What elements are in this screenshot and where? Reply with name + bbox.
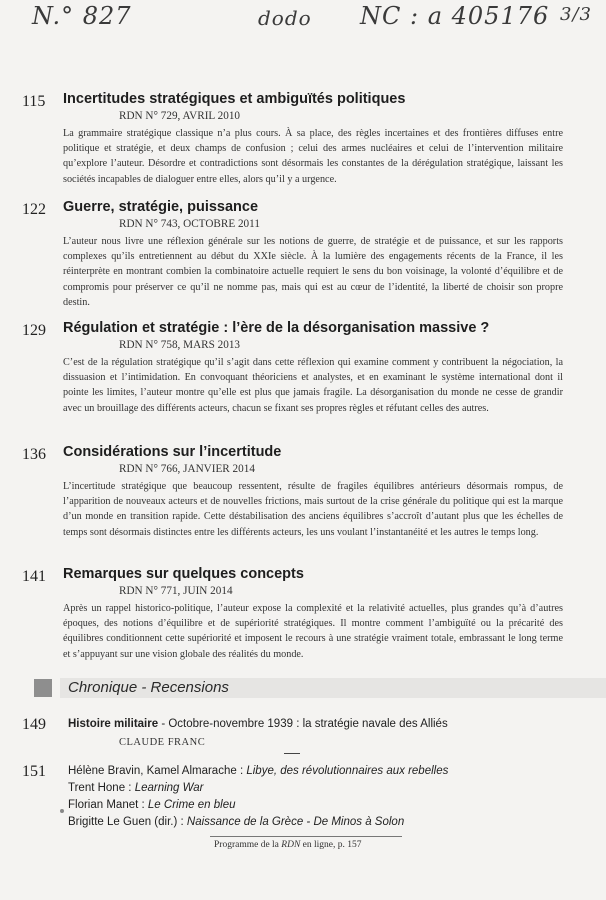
handwritten-reference-number: N.° 827 — [32, 2, 132, 30]
article-page-number: 141 — [22, 568, 46, 585]
recension-item — [68, 799, 235, 811]
recension-item — [68, 765, 448, 777]
article-reference: RDN N° 766, JANVIER 2014 — [119, 463, 255, 475]
article-reference: RDN N° 758, MARS 2013 — [119, 339, 241, 351]
article-reference: RDN N° 771, JUIN 2014 — [119, 585, 233, 597]
histoire-entry — [68, 718, 448, 730]
article-title: Régulation et stratégie : l’ère de la désorganisation massive ? — [63, 320, 490, 336]
handwritten-page-mark: 3/3 — [560, 4, 592, 25]
recension-item — [68, 782, 204, 794]
article-page-number: 115 — [22, 93, 46, 110]
recension-author: Hélène Bravin, Kamel Almarache : — [68, 765, 247, 777]
article-title: Guerre, stratégie, puissance — [63, 199, 259, 215]
handwritten-note: dodo — [258, 6, 312, 30]
recension-book-title: Naissance de la Grèce - De Minos à Solon — [186, 816, 405, 828]
histoire-label: Histoire militaire — [68, 718, 159, 730]
recension-author: Florian Manet : — [68, 799, 148, 811]
footer-suffix: en ligne, p. 157 — [300, 840, 362, 850]
recension-item — [68, 816, 404, 828]
histoire-author: CLAUDE FRANC — [119, 737, 206, 748]
article-title: Incertitudes stratégiques et ambiguïtés politiques — [63, 91, 406, 107]
article-summary: C’est de la régulation stratégique qu’il s’agit dans cette réflexion qui examine comment y contribuent la négociation, la dissuasion et l’intimidation. En convoquant théoriciens et analystes, et en examinant le système international dont il pointe les limites, l’auteur montre qu’elle est plus que jamais fragile. La désorganisation du monde ne cesse de grandir avec un brouillage des différents acteurs, chacun se fixant ses propres règles et réfutant celles des autres. — [63, 357, 563, 414]
separator-dash — [284, 753, 300, 754]
section-marker-square — [34, 679, 52, 697]
article-page-number: 122 — [22, 201, 46, 218]
article-title: Considérations sur l’incertitude — [63, 444, 282, 460]
recensions-page-number: 151 — [22, 763, 46, 780]
article-summary: La grammaire stratégique classique n’a plus cours. À sa place, des règles incertaines et des frontières diffuses entre politique et stratégie, et deux champs de confusion ; celui des armes nucléaires et celui de l’intervention militaire qu’explore l’auteur. Désordre et contradictions sont désormais les constantes de la dérégulation stratégique, laissant les sociétés incapables de dialoguer entre elles, alors qu’il y a urgence. — [63, 128, 563, 185]
article-reference: RDN N° 743, OCTOBRE 2011 — [119, 218, 260, 230]
article-summary: L’incertitude stratégique que beaucoup ressentent, résulte de fragiles équilibres antérieurs désormais rompus, de l’apparition de nouveaux acteurs et de nouvelles frictions, mais surtout de la crise générale du politique qui est la marque d’un monde en transition rapide. Cette déstabilisation des anciens équilibres s’accroît d’autant plus que les échelles de temps sont désormais distinctes entre les différents acteurs, les uns voulant l’instantanéité et les autres le temps long. — [63, 481, 563, 538]
footer-journal: RDN — [281, 840, 301, 850]
handwritten-catalog-number: NC : a 405176 — [360, 2, 550, 30]
article-page-number: 136 — [22, 446, 46, 463]
footer-prefix: Programme de la — [214, 840, 282, 850]
article-title: Remarques sur quelques concepts — [63, 566, 304, 582]
footer-rule — [210, 836, 402, 837]
section-title-chronique: Chronique - Recensions — [68, 679, 229, 696]
histoire-subject: - Octobre-novembre 1939 : la stratégie navale des Alliés — [158, 718, 448, 730]
recension-author: Brigitte Le Guen (dir.) : — [68, 816, 187, 828]
histoire-page-number: 149 — [22, 716, 46, 733]
recension-book-title: Learning War — [134, 782, 204, 794]
recension-author: Trent Hone : — [68, 782, 135, 794]
recension-book-title: Libye, des révolutionnaires aux rebelles — [246, 765, 449, 777]
article-page-number: 129 — [22, 322, 46, 339]
article-summary: L’auteur nous livre une réflexion générale sur les notions de guerre, de stratégie et de puissance, et sur les rapports complexes qu’ils entretiennent au début du XXIe siècle. À la lumière des engagements récents de la France, il les réinterprète en montrant combien la combinatoire actuelle requiert le sens du bon voisinage, la volonté d’équilibre et de compromis pour préserver ce qu’il ne nomme pas, mais qui est au cœur de l’identité, la liberté de choisir son propre destin. — [63, 236, 563, 308]
article-reference: RDN N° 729, AVRIL 2010 — [119, 110, 241, 122]
footer-note — [214, 840, 362, 850]
recension-book-title: Le Crime en bleu — [147, 799, 236, 811]
article-summary: Après un rappel historico-politique, l’auteur expose la complexité et la relativité actuelles, plus grandes qu’à d’autres époques, des notions d’équilibre et de supériorité stratégiques. Il montre comment l’ambiguïté ou la précarité des équilibres conditionnent cette supériorité et imposent le recours à une stratégie vraiment totale, embrassant le long terme et s’appuyant sur une vision globale des réalités du monde. — [63, 603, 563, 660]
scan-speck — [60, 809, 64, 813]
